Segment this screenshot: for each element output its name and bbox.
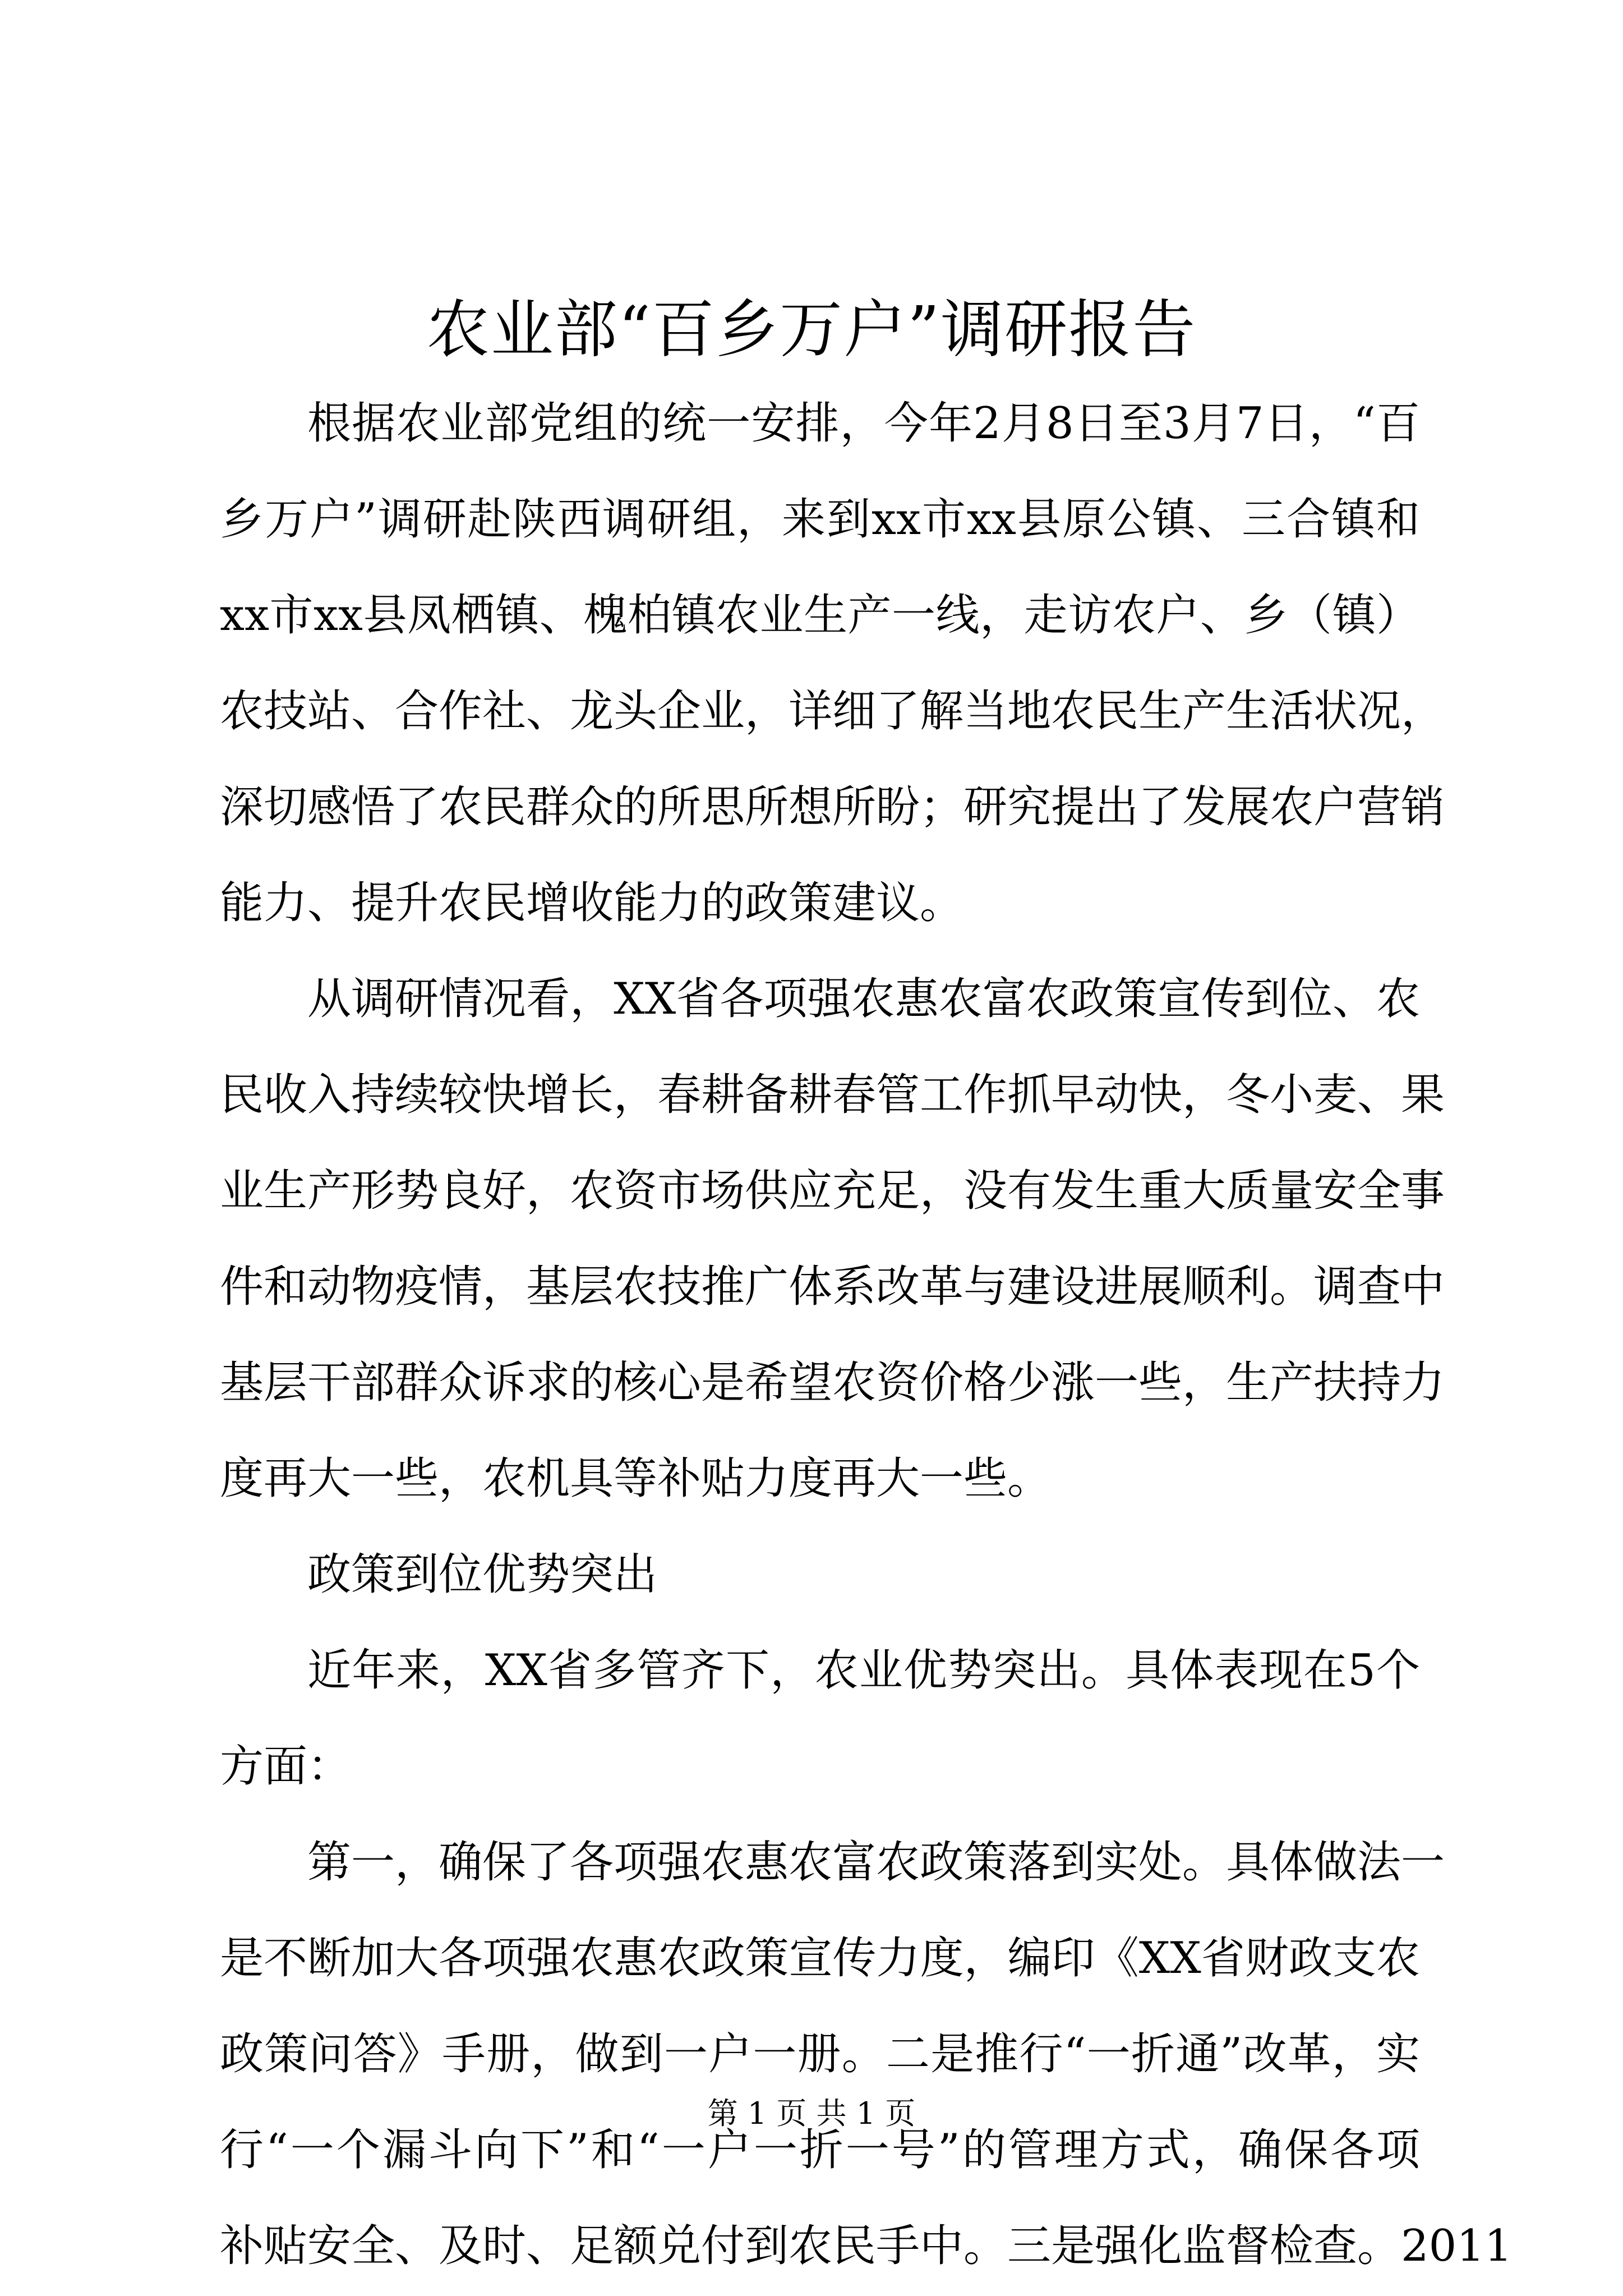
text-line: 业生产形势良好，农资市场供应充足，没有发生重大质量安全事: [220, 1166, 1445, 1216]
text-line: 政策问答》手册，做到一户一册。二是推行“一折通”改革，实: [220, 2029, 1420, 2079]
document-body: [220, 376, 1513, 2294]
text-line: 农技站、合作社、龙头企业，详细了解当地农民生产生活状况，: [220, 686, 1445, 737]
text-line: 深切感悟了农民群众的所思所想所盼；研究提出了发展农户营销: [220, 782, 1445, 832]
text-line: 补贴安全、及时、足额兑付到农民手中。三是强化监督检查。2011: [220, 2221, 1513, 2271]
text-line: 能力、提升农民增收能力的政策建议。: [220, 878, 964, 928]
text-line: 基层干部群众诉求的核心是希望农资价格少涨一些，生产扶持力: [220, 1358, 1445, 1408]
page-footer: 第 1 页 共 1 页: [707, 2096, 916, 2131]
text-line: 第一，确保了各项强农惠农富农政策落到实处。具体做法一: [307, 1837, 1445, 1888]
section-heading: 政策到位优势突出: [307, 1549, 658, 1600]
text-line: 从调研情况看，XX省各项强农惠农富农政策宣传到位、农: [307, 974, 1420, 1024]
text-line: 根据农业部党组的统一安排，今年2月8日至3月7日，“百: [307, 398, 1420, 449]
text-line: 乡万户”调研赴陕西调研组，来到xx市xx县原公镇、三合镇和: [220, 494, 1420, 545]
text-line: 民收入持续较快增长，春耕备耕春管工作抓早动快，冬小麦、果: [220, 1070, 1445, 1120]
text-line: 近年来，XX省多管齐下，农业优势突出。具体表现在5个: [307, 1645, 1420, 1696]
text-line: 是不断加大各项强农惠农政策宣传力度，编印《XX省财政支农: [220, 1933, 1420, 1984]
text-line: 行“一个漏斗向下”和“一户一折一号”的管理方式，确保各项: [220, 2125, 1420, 2175]
text-line: 方面：: [220, 1741, 352, 1792]
document-title: 农业部“百乡万户”调研报告: [426, 293, 1197, 366]
text-line: 度再大一些，农机具等补贴力度再大一些。: [220, 1453, 1052, 1504]
text-line: xx市xx县凤栖镇、槐柏镇农业生产一线，走访农户、乡（镇）: [220, 590, 1420, 641]
text-line: 件和动物疫情，基层农技推广体系改革与建设进展顺利。调查中: [220, 1262, 1445, 1312]
